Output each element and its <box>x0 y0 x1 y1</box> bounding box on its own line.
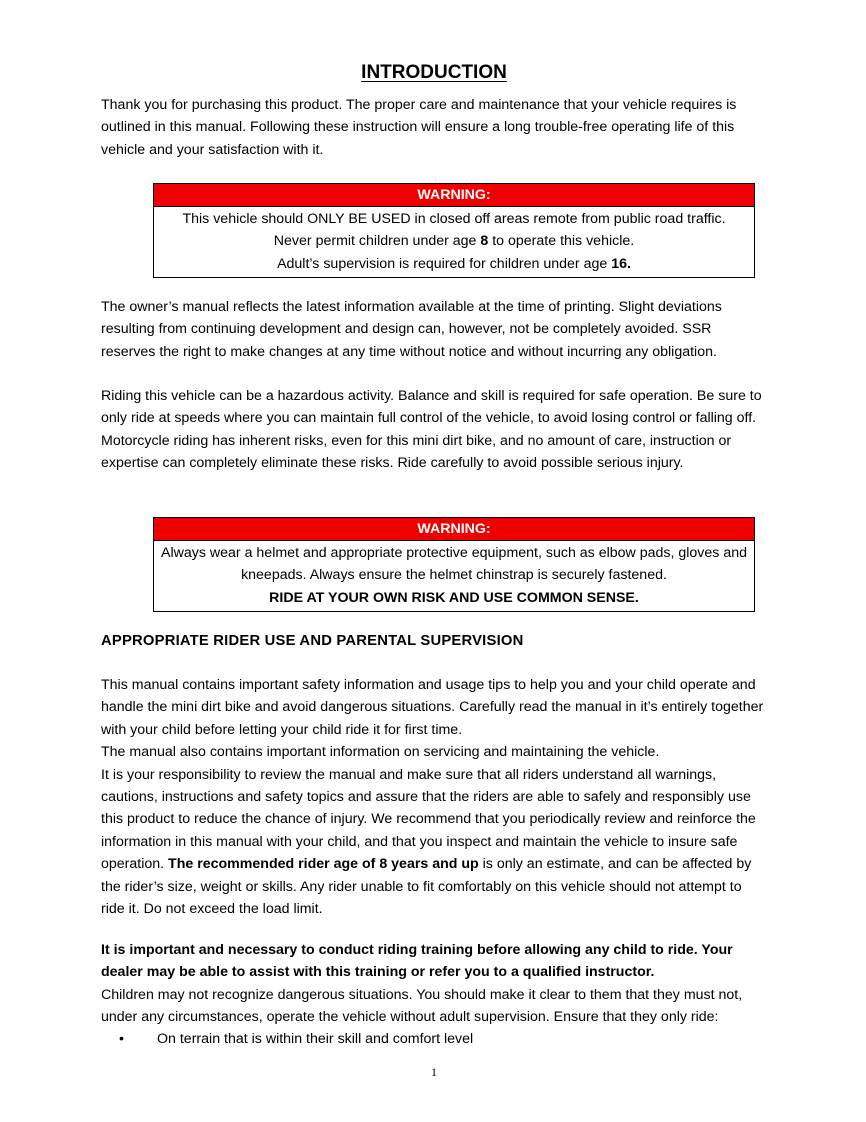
list-item-text: On terrain that is within their skill and comfort level <box>157 1031 474 1047</box>
intro-paragraph: Thank you for purchasing this product. The proper care and maintenance that your vehicle requires is outlined in this manual. Following these instruction will ensure a long trouble-free operating life of this vehicle and your satisfaction with it. <box>101 97 737 158</box>
manual-info-paragraph: The owner’s manual reflects the latest information available at the time of printing. Slight deviations resulting from continuing development and design can, however, not be completely avoided. SSR reserves the right to make changes at any time without notice and without incurring any obligation. <box>101 299 722 360</box>
warning-text: to operate this vehicle. <box>488 233 635 250</box>
warning-box-usage <box>153 183 755 278</box>
list-item <box>119 1028 759 1050</box>
safety-paragraph: The manual also contains important information on servicing and maintaining the vehicle. <box>101 744 660 761</box>
safety-text: It is your responsibility to review the manual and make sure that all riders understand all warnings, cautions, instructions and safety topics and assure that the riders are able to safely and responsibly use this product to reduce the chance of injury. We recommend that you periodically review and reinforce the information in this manual with your child, and that you inspect and maintain the vehicle to insure safe operation. <box>101 766 756 873</box>
warning-label: WARNING: <box>154 184 754 207</box>
safety-text: is only an estimate, and can be affected by the rider’s size, weight or skills. Any rider unable to fit comfortably on this vehicle should not attempt to ride it. Do not exceed the load limit. <box>101 856 752 918</box>
section-heading: APPROPRIATE RIDER USE AND PARENTAL SUPERVISION <box>101 633 524 649</box>
riding-risk-paragraph: Riding this vehicle can be a hazardous activity. Balance and skill is required for safe operation. Be sure to only ride at speeds where you can maintain full control of the vehicle, to avoid losing control or falling off. Motorcycle riding has inherent risks, even for this mini dirt bike, and no amount of care, instruction or expertise can completely eliminate these risks. Ride carefully to avoid possible serious injury. <box>101 388 762 472</box>
safety-paragraph: This manual contains important safety information and usage tips to help you and your child operate and handle the mini dirt bike and avoid dangerous situations. Carefully read the manual in it’s entirely together with your child before letting your child ride it for first time. <box>101 677 764 738</box>
warning-body <box>154 541 754 611</box>
page-title: INTRODUCTION <box>361 62 507 83</box>
warning-box-helmet <box>153 517 755 612</box>
training-section <box>101 939 767 1029</box>
training-paragraph: Children may not recognize dangerous situations. You should make it clear to them that they must not, under any circumstances, operate the vehicle without adult supervision. Ensure that they only ride: <box>101 986 743 1026</box>
age-number: 16. <box>611 255 631 272</box>
age-number: 8 <box>480 233 489 250</box>
page-number: 1 <box>431 1065 437 1079</box>
training-bold-paragraph: It is important and necessary to conduct riding training before allowing any child to ride. Your dealer may be able to assist with this training or refer you to a qualified instructor. <box>101 942 733 981</box>
warning-text: Never permit children under age <box>273 233 481 250</box>
warning-line <box>160 253 748 275</box>
bullet-icon: • <box>119 1031 124 1047</box>
supervision-section-body <box>101 674 767 920</box>
warning-line <box>160 230 748 252</box>
warning-text: Adult’s supervision is required for children under age <box>277 255 612 272</box>
warning-label: WARNING: <box>154 518 754 541</box>
warning-line: This vehicle should ONLY BE USED in closed off areas remote from public road traffic. <box>182 211 726 227</box>
recommended-age-text: The recommended rider age of 8 years and up <box>168 856 479 873</box>
warning-line: Always wear a helmet and appropriate protective equipment, such as elbow pads, gloves and kneepads. Always ensure the helmet chinstrap is securely fastened. <box>161 545 747 584</box>
warning-body <box>154 207 754 277</box>
safety-paragraph <box>101 764 767 921</box>
warning-line: RIDE AT YOUR OWN RISK AND USE COMMON SENSE. <box>269 589 639 606</box>
